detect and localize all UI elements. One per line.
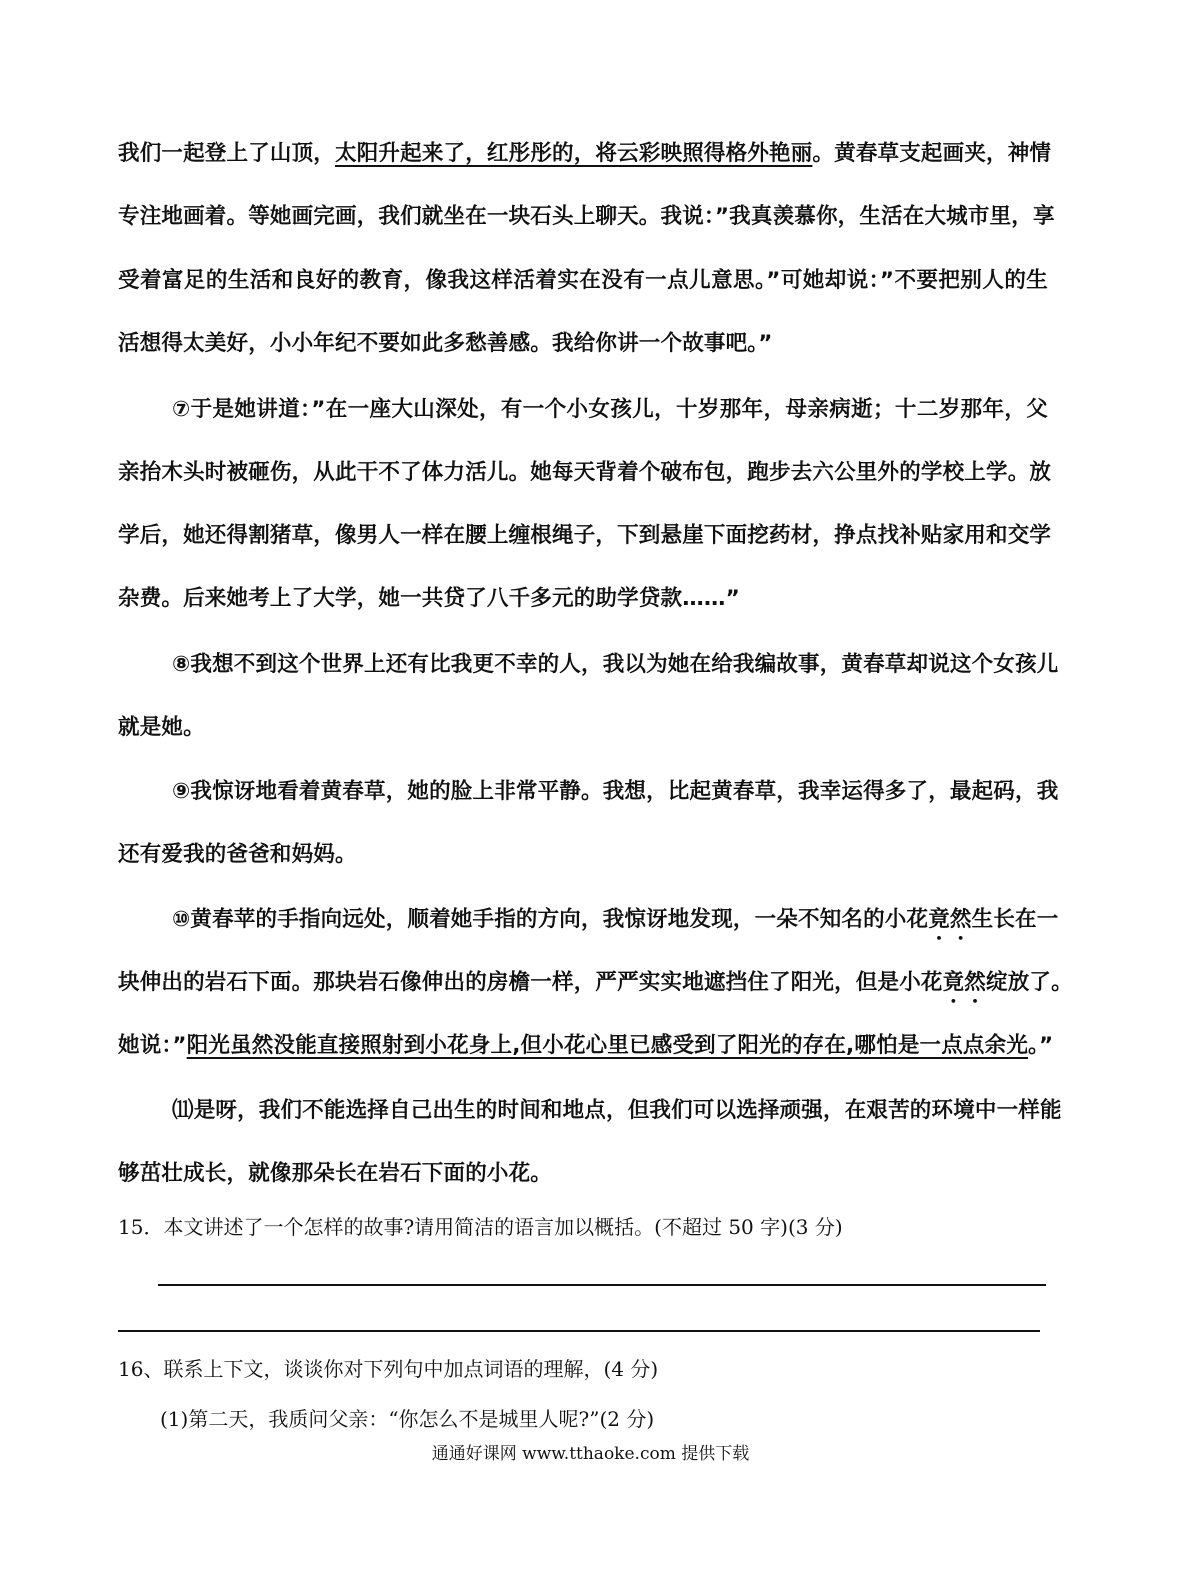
paragraph-8-line-2: 就是她。 <box>118 715 205 740</box>
paragraph-8-line-1: ⑧我想不到这个世界上还有比我更不幸的人，我以为她在给我编故事，黄春草却说这个女孩儿 <box>172 652 1059 677</box>
paragraph-11-line-1: ⑾是呀，我们不能选择自己出生的时间和地点，但我们可以选择顽强，在艰苦的环境中一样能 <box>172 1098 1062 1123</box>
answer-line-1[interactable] <box>158 1284 1046 1286</box>
question-16: 16、联系上下文，谈谈你对下列句中加点词语的理解，(4 分) <box>118 1357 659 1381</box>
page-footer: 通通好课网 www.tthaoke.com 提供下载 <box>431 1444 750 1464</box>
dotted-word-jingran-2: 竟然 <box>942 970 987 995</box>
passage-line-4: 活想得太美好，小小年纪不要如此多愁善感。我给你讲一个故事吧。” <box>118 331 773 356</box>
paragraph-11-line-2: 够茁壮成长，就像那朵长在岩石下面的小花。 <box>118 1161 553 1186</box>
paragraph-7-line-4: 杂费。后来她考上了大学，她一共贷了八千多元的助学贷款……” <box>118 586 740 611</box>
paragraph-10-line-2: 块伸出的岩石下面。那块岩石像伸出的房檐一样，严严实实地遮挡住了阳光，但是小花竟然绽放了。 <box>118 970 1073 995</box>
question-15: 15．本文讲述了一个怎样的故事?请用简洁的语言加以概括。(不超过 50 字)(3 分) <box>118 1215 843 1239</box>
passage-line-1: 我们一起登上了山顶，太阳升起来了，红彤彤的，将云彩映照得格外艳丽。黄春草支起画夹，神情 <box>118 141 1052 166</box>
passage-line-2: 专注地画着。等她画完画，我们就坐在一块石头上聊天。我说：”我真羡慕你，生活在大城市里，享 <box>118 204 1055 229</box>
answer-line-2[interactable] <box>118 1330 1040 1332</box>
dotted-word-jingran-1: 竟然 <box>928 907 972 932</box>
paragraph-9-line-1: ⑨我惊讶地看着黄春草，她的脸上非常平静。我想，比起黄春草，我幸运得多了，最起码，我 <box>172 779 1059 804</box>
paragraph-9-line-2: 还有爱我的爸爸和妈妈。 <box>118 842 357 867</box>
underlined-sentence-sunlight: 阳光虽然没能直接照射到小花身上,但小花心里已感受到了阳光的存在,哪怕是一点点余光 <box>186 1033 1029 1058</box>
paragraph-7-line-3: 学后，她还得割猪草，像男人一样在腰上缠根绳子，下到悬崖下面挖药材，挣点找补贴家用和交学 <box>118 523 1052 548</box>
paragraph-10-line-1: ⑩黄春苹的手指向远处，顺着她手指的方向，我惊讶地发现，一朵不知名的小花竟然生长在一 <box>172 907 1059 932</box>
question-16-part-1: (1)第二天，我质问父亲：“你怎么不是城里人呢?”(2 分) <box>160 1407 655 1431</box>
paragraph-7-line-1: ⑦于是她讲道：”在一座大山深处，有一个小女孩儿，十岁那年，母亲病逝；十二岁那年，父 <box>172 397 1048 422</box>
paragraph-10-line-3: 她说：”阳光虽然没能直接照射到小花身上,但小花心里已感受到了阳光的存在,哪怕是一点点余光。” <box>118 1033 1054 1058</box>
passage-line-3: 受着富足的生活和良好的教育，像我这样活着实在没有一点儿意思。”可她却说：”不要把别人的生 <box>118 268 1048 293</box>
underlined-sentence-sunrise: 太阳升起来了，红彤彤的，将云彩映照得格外艳丽 <box>335 141 813 166</box>
paragraph-7-line-2: 亲抬木头时被砸伤，从此干不了体力活儿。她每天背着个破布包，跑步去六公里外的学校上学。放 <box>118 460 1052 485</box>
